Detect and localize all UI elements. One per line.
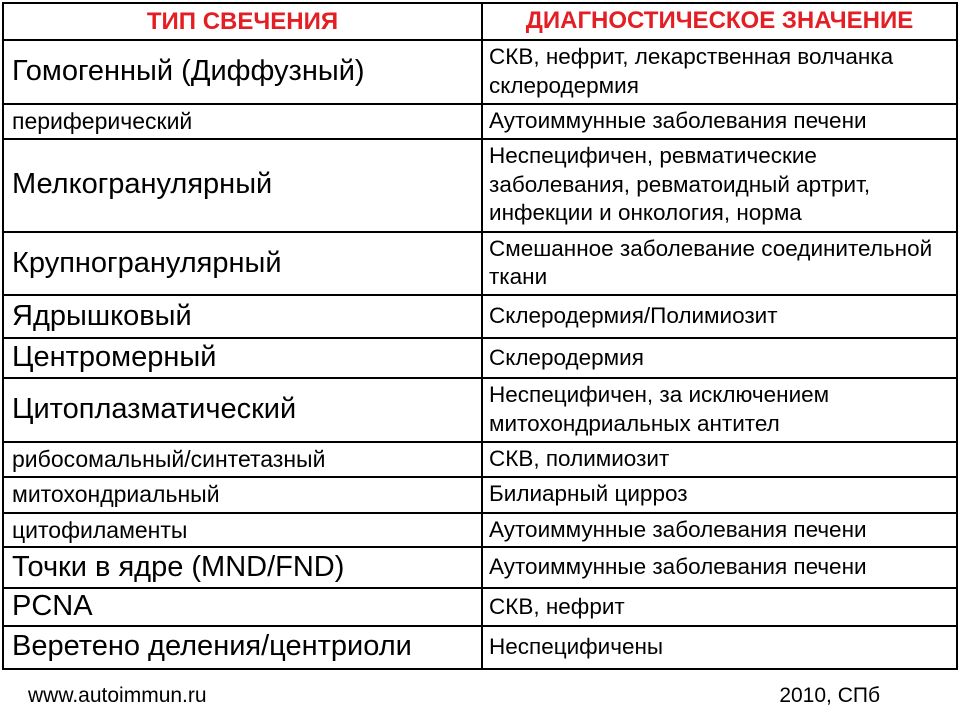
value-cell: Аутоиммунные заболевания печени (489, 107, 867, 133)
type-cell: Цитоплазматический (4, 379, 483, 441)
type-cell: Веретено деления/центриоли (4, 627, 483, 668)
value-cell: Неспецифичен, за исключением митохондриальных антител (489, 382, 830, 436)
type-cell: митохондриальный (4, 478, 483, 512)
type-cell: рибосомальный/синтетазный (4, 443, 483, 476)
table-row (4, 339, 956, 379)
fluorescence-table (2, 2, 958, 670)
value-cell: Билиарный цирроз (489, 481, 688, 507)
table-row (4, 379, 956, 443)
value-cell: Склеродермия (489, 344, 644, 370)
value-cell: СКВ, нефрит, лекарственная волчанка склеродермия (489, 43, 894, 98)
type-cell: цитофиламенты (4, 514, 483, 547)
type-cell: Точки в ядре (MND/FND) (4, 548, 483, 587)
type-cell: Центромерный (4, 339, 483, 377)
value-cell: Неспецифичен, ревматические заболевания, ревматоидный артрит, инфекции и онкология, норма (489, 142, 871, 226)
table-row (4, 233, 956, 297)
value-cell: Склеродермия/Полимиозит (489, 303, 778, 329)
table-row (4, 41, 956, 105)
table-header-row (4, 4, 956, 41)
value-cell: СКВ, нефрит (489, 593, 625, 619)
value-cell: Неспецифичены (489, 633, 664, 659)
footer-website: www.autoimmun.ru (28, 683, 207, 707)
table-row (4, 548, 956, 589)
slide-footer (0, 670, 960, 708)
type-cell: Крупногранулярный (4, 233, 483, 295)
footer-credit: 2010, СПб (779, 683, 880, 707)
value-cell: СКВ, полимиозит (489, 445, 670, 471)
value-cell: Аутоиммунные заболевания печени (489, 516, 867, 542)
header-type-column: ТИП СВЕЧЕНИЯ (4, 4, 483, 39)
table-row (4, 105, 956, 140)
type-cell: периферический (4, 105, 483, 138)
table-row (4, 514, 956, 549)
value-cell: Смешанное заболевание соединительной ткани (489, 235, 933, 290)
header-value-column: ДИАГНОСТИЧЕСКОЕ ЗНАЧЕНИЕ (525, 7, 914, 34)
table-row (4, 589, 956, 626)
table-row (4, 627, 956, 668)
type-cell: PCNA (4, 589, 483, 624)
table-row (4, 296, 956, 339)
value-cell: Аутоиммунные заболевания печени (489, 554, 867, 580)
table-row (4, 140, 956, 233)
table-row (4, 443, 956, 478)
type-cell: Гомогенный (Диффузный) (4, 41, 483, 103)
slide (0, 2, 960, 722)
table-row (4, 478, 956, 514)
type-cell: Ядрышковый (4, 296, 483, 337)
type-cell: Мелкогранулярный (4, 140, 483, 231)
